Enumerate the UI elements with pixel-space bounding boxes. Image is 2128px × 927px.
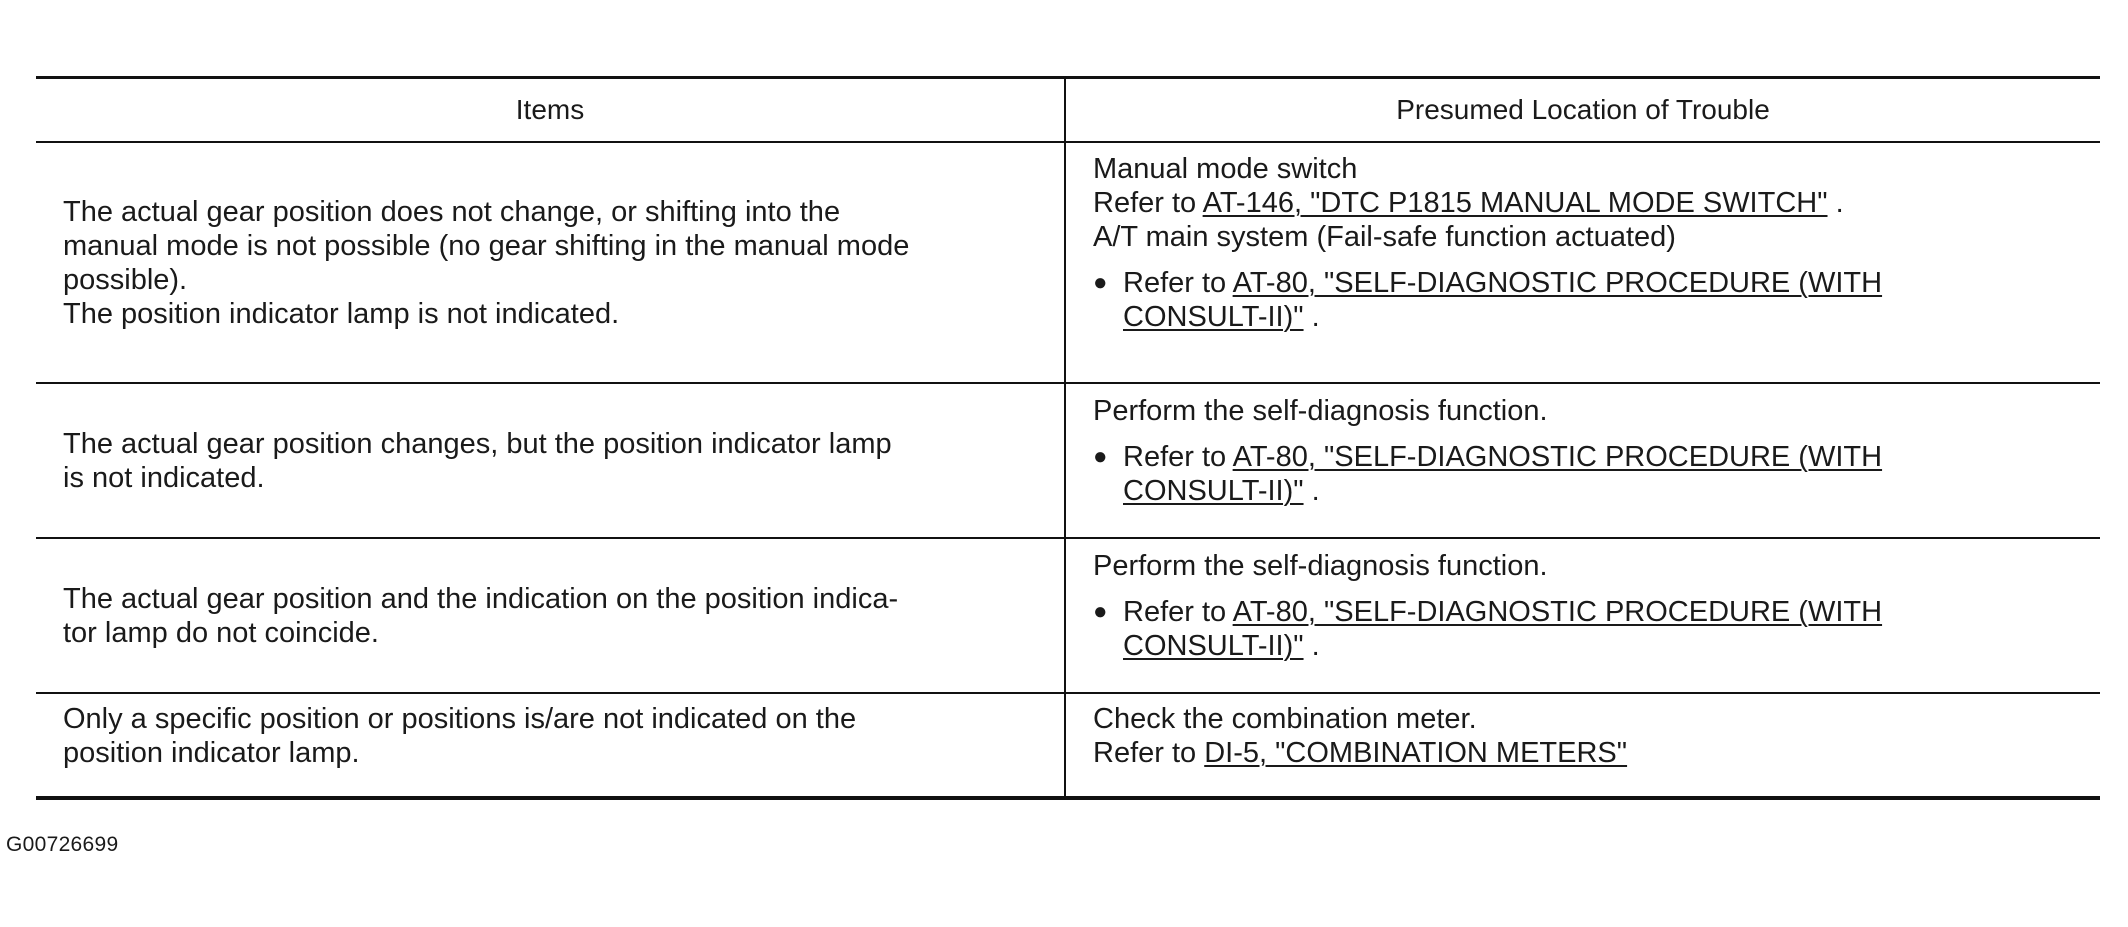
location-text: Check the combination meter.: [1093, 703, 1477, 735]
item-cell: [36, 693, 1065, 798]
self-diagnostic-procedure-link-cont[interactable]: CONSULT-II)": [1123, 630, 1304, 662]
item-text-line: manual mode is not possible (no gear shifting in the manual mode: [63, 229, 910, 262]
self-diagnostic-procedure-link-cont[interactable]: CONSULT-II)": [1123, 475, 1304, 507]
refer-line: [1093, 186, 2080, 220]
self-diagnostic-procedure-link[interactable]: AT-80, "SELF-DIAGNOSTIC PROCEDURE (WITH: [1232, 441, 1883, 473]
bullet-list-item: [1093, 440, 2080, 508]
figure-id: G00726699: [6, 833, 119, 856]
bullet-text: [1123, 266, 2080, 334]
table-row: [36, 693, 2100, 798]
bullet-list-item: [1093, 595, 2080, 663]
table-row: [36, 142, 2100, 383]
item-cell: [36, 383, 1065, 538]
self-diagnostic-procedure-link[interactable]: AT-80, "SELF-DIAGNOSTIC PROCEDURE (WITH: [1232, 596, 1883, 628]
item-text-line: The actual gear position and the indication on the position indica-: [63, 582, 899, 615]
location-cell: [1065, 693, 2100, 798]
item-text-line: The actual gear position changes, but the position indicator lamp: [63, 427, 892, 460]
item-text-line: The actual gear position does not change, or shifting into the: [63, 195, 841, 228]
refer-prefix: Refer to: [1093, 187, 1203, 219]
refer-suffix: .: [1303, 475, 1320, 507]
bullet-icon: ●: [1093, 443, 1108, 470]
refer-prefix: Refer to: [1123, 267, 1233, 299]
bullet-icon: ●: [1093, 598, 1108, 625]
manual-mode-switch-link[interactable]: AT-146, "DTC P1815 MANUAL MODE SWITCH": [1202, 187, 1828, 219]
item-text-line: The position indicator lamp is not indicated.: [63, 297, 620, 330]
location-text: Manual mode switch: [1093, 153, 1358, 185]
item-text-line: is not indicated.: [63, 461, 265, 494]
refer-suffix: .: [1827, 187, 1844, 219]
header-items: Items: [36, 78, 1065, 143]
location-cell: [1065, 142, 2100, 383]
location-text: Perform the self-diagnosis function.: [1093, 550, 1548, 582]
location-cell: [1065, 538, 2100, 693]
bullet-text: [1123, 440, 2080, 508]
refer-suffix: .: [1303, 301, 1320, 333]
bullet-icon: ●: [1093, 269, 1108, 296]
table-row: [36, 383, 2100, 538]
item-text-line: tor lamp do not coincide.: [63, 616, 379, 649]
bullet-list-item: [1093, 266, 2080, 334]
item-text-line: Only a specific position or positions is/are not indicated on the: [63, 703, 857, 735]
header-presumed-location: Presumed Location of Trouble: [1065, 78, 2100, 143]
location-text: A/T main system (Fail-safe function actuated): [1093, 221, 1676, 253]
bullet-text: [1123, 595, 2080, 663]
item-text-line: position indicator lamp.: [63, 737, 360, 769]
location-text: Perform the self-diagnosis function.: [1093, 395, 1548, 427]
refer-prefix: Refer to: [1123, 596, 1233, 628]
trouble-diagnosis-table: [36, 76, 2100, 800]
combination-meters-link[interactable]: DI-5, "COMBINATION METERS": [1204, 737, 1628, 769]
self-diagnostic-procedure-link[interactable]: AT-80, "SELF-DIAGNOSTIC PROCEDURE (WITH: [1232, 267, 1883, 299]
table-row: [36, 538, 2100, 693]
refer-line: [1093, 736, 2080, 770]
table-header-row: [36, 78, 2100, 143]
item-cell: [36, 538, 1065, 693]
item-cell: [36, 142, 1065, 383]
location-cell: [1065, 383, 2100, 538]
refer-suffix: .: [1303, 630, 1320, 662]
refer-prefix: Refer to: [1093, 737, 1205, 769]
self-diagnostic-procedure-link-cont[interactable]: CONSULT-II)": [1123, 301, 1304, 333]
refer-prefix: Refer to: [1123, 441, 1233, 473]
item-text-line: possible).: [63, 263, 188, 296]
